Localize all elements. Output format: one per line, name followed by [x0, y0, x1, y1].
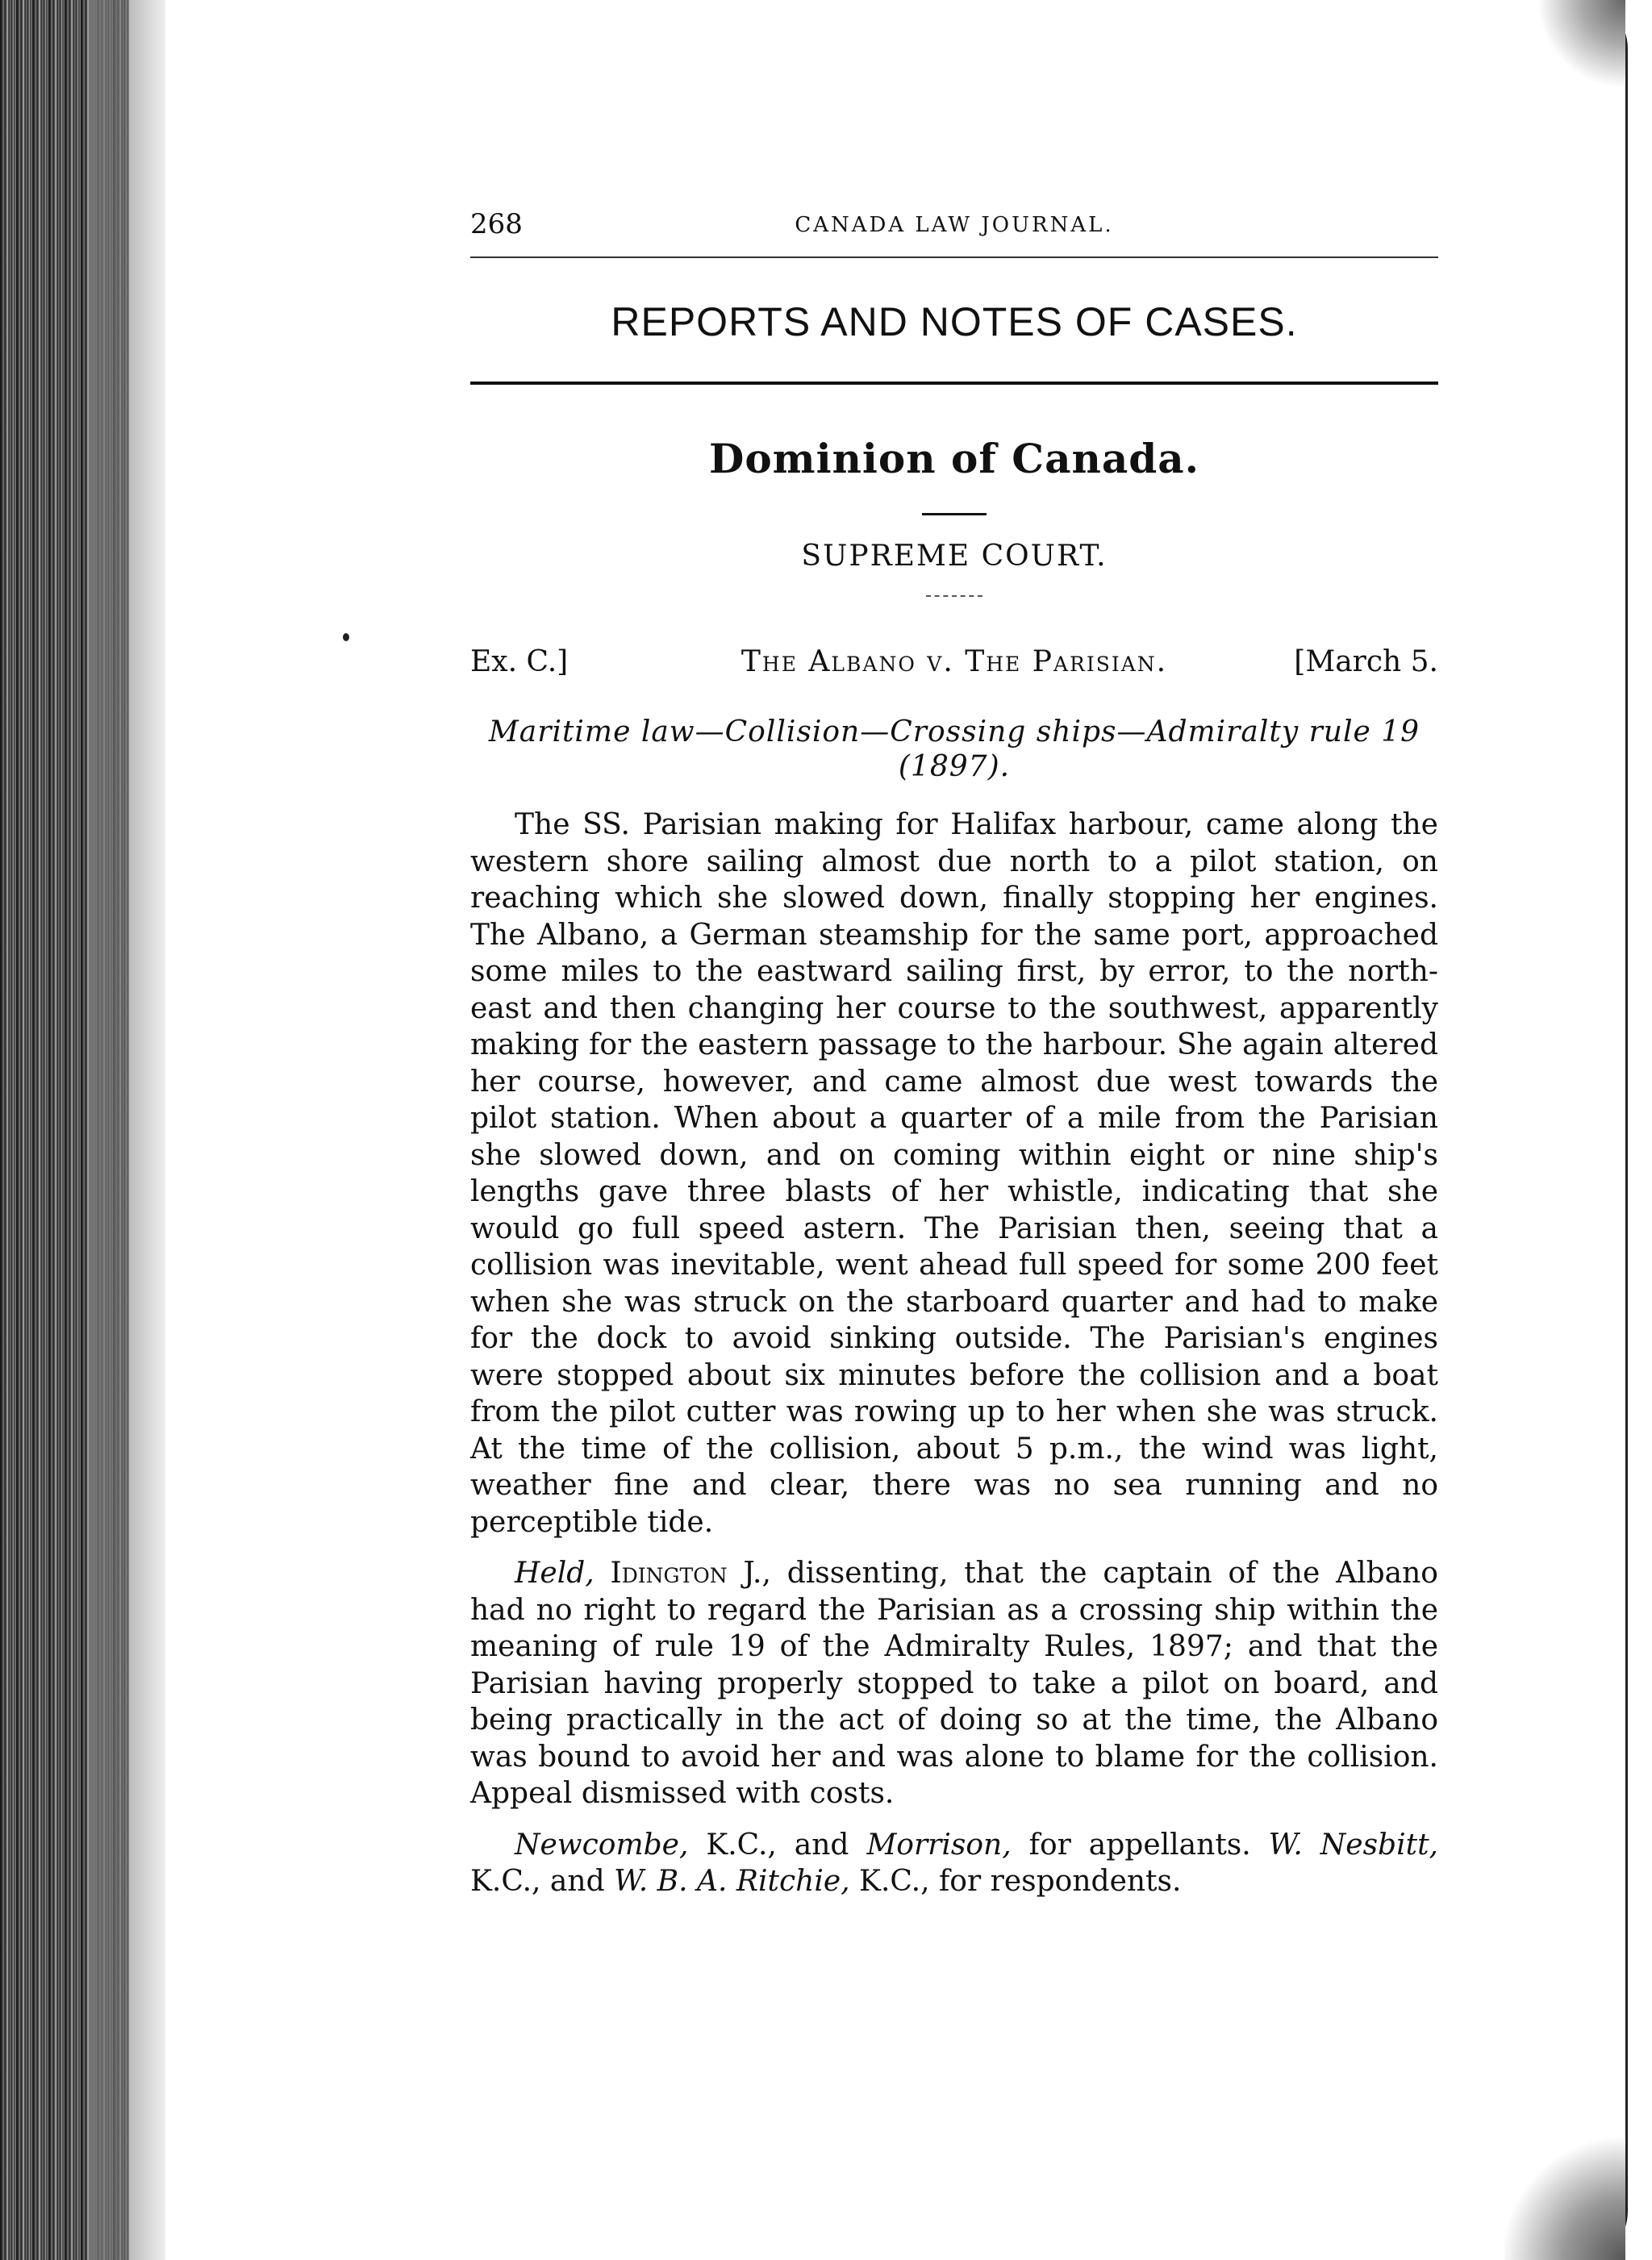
journal-title: CANADA LAW JOURNAL.: [795, 213, 1114, 237]
counsel-name-2: Morrison,: [866, 1828, 1012, 1862]
scan-binding-shadow: [89, 0, 177, 2260]
dominion-heading: Dominion of Canada.: [708, 435, 1200, 482]
case-date: [March 5.: [1294, 645, 1438, 678]
tiny-rule: [926, 595, 982, 597]
short-rule: [922, 513, 987, 515]
running-head: [470, 208, 1438, 256]
facts-paragraph: The SS. Parisian making for Halifax harbour, came along the western shore sailing almost due north to a pilot station, on reaching which she slowed down, finally stopping her engines. The Albano, a German steamship for the same port, approached some miles to the eastward sailing first, by error, to the north-east and then changing her course to the southwest, apparently making for the eastern passage to the harbour. She again altered her course, however, and came almost due west towards the pilot station. When about a quarter of a mile from the Parisian she slowed down, and on coming within eight or nine ship's lengths gave three blasts of her whistle, indicating that she would go full speed astern. The Parisian then, seeing that a collision was inevitable, went ahead full speed for some 200 feet when she was struck on the starboard quarter and had to make for the dock to avoid sinking outside. The Parisian's engines were stopped about six minutes before the collision and a boat from the pilot cutter was rowing up to her when she was struck. At the time of the collision, about 5 p.m., the wind was light, weather fine and clear, there was no sea running and no perceptible tide.: [470, 808, 1438, 1539]
page-number: 268: [470, 208, 523, 240]
counsel-text-1: K.C., and: [688, 1828, 867, 1862]
counsel-paragraph: [470, 1827, 1438, 1900]
catchwords: [470, 715, 1438, 784]
counsel-text-4: K.C., for respondents.: [849, 1865, 1182, 1899]
scan-speck: [343, 633, 349, 641]
page-content: [470, 208, 1438, 1900]
holding-paragraph: [470, 1555, 1438, 1812]
counsel-text-3: K.C., and: [470, 1865, 615, 1899]
section-heading: REPORTS AND NOTES OF CASES.: [611, 299, 1298, 344]
counsel-text-2: for appellants.: [1011, 1828, 1269, 1862]
case-line: [470, 645, 1438, 686]
header-rule: [470, 256, 1438, 258]
section-rule: [470, 382, 1438, 385]
counsel-name-4: W. B. A. Ritchie,: [614, 1865, 850, 1899]
page-corner-bottom-right: [1504, 2131, 1625, 2260]
counsel-name-3: W. Nesbitt,: [1268, 1828, 1438, 1862]
holding-text: J., dissenting, that the captain of the Albano had no right to regard the Parisian as a crossing ship within the meaning of rule 19 of the Admiralty Rules, 1897; and that the Parisian having properly stopped to take a pilot on board, and being practically in the act of doing so at the time, the Albano was bound to avoid her and was alone to blame for the collision. Appeal dismissed with costs.: [470, 1557, 1438, 1811]
case-title: The Albano v. The Parisian.: [740, 645, 1168, 678]
catchwords-line-1: Maritime law—Collision—Crossing ships—Admiralty rule 19: [488, 715, 1420, 748]
counsel-name-1: Newcombe,: [515, 1828, 689, 1862]
court-heading: SUPREME COURT.: [801, 540, 1108, 573]
held-word: Held,: [515, 1557, 594, 1591]
catchwords-line-2: (1897).: [898, 750, 1011, 784]
page-corner-top-right: [1537, 0, 1625, 89]
case-court: Ex. C.]: [470, 645, 569, 678]
judge-name: Idington: [610, 1557, 728, 1591]
